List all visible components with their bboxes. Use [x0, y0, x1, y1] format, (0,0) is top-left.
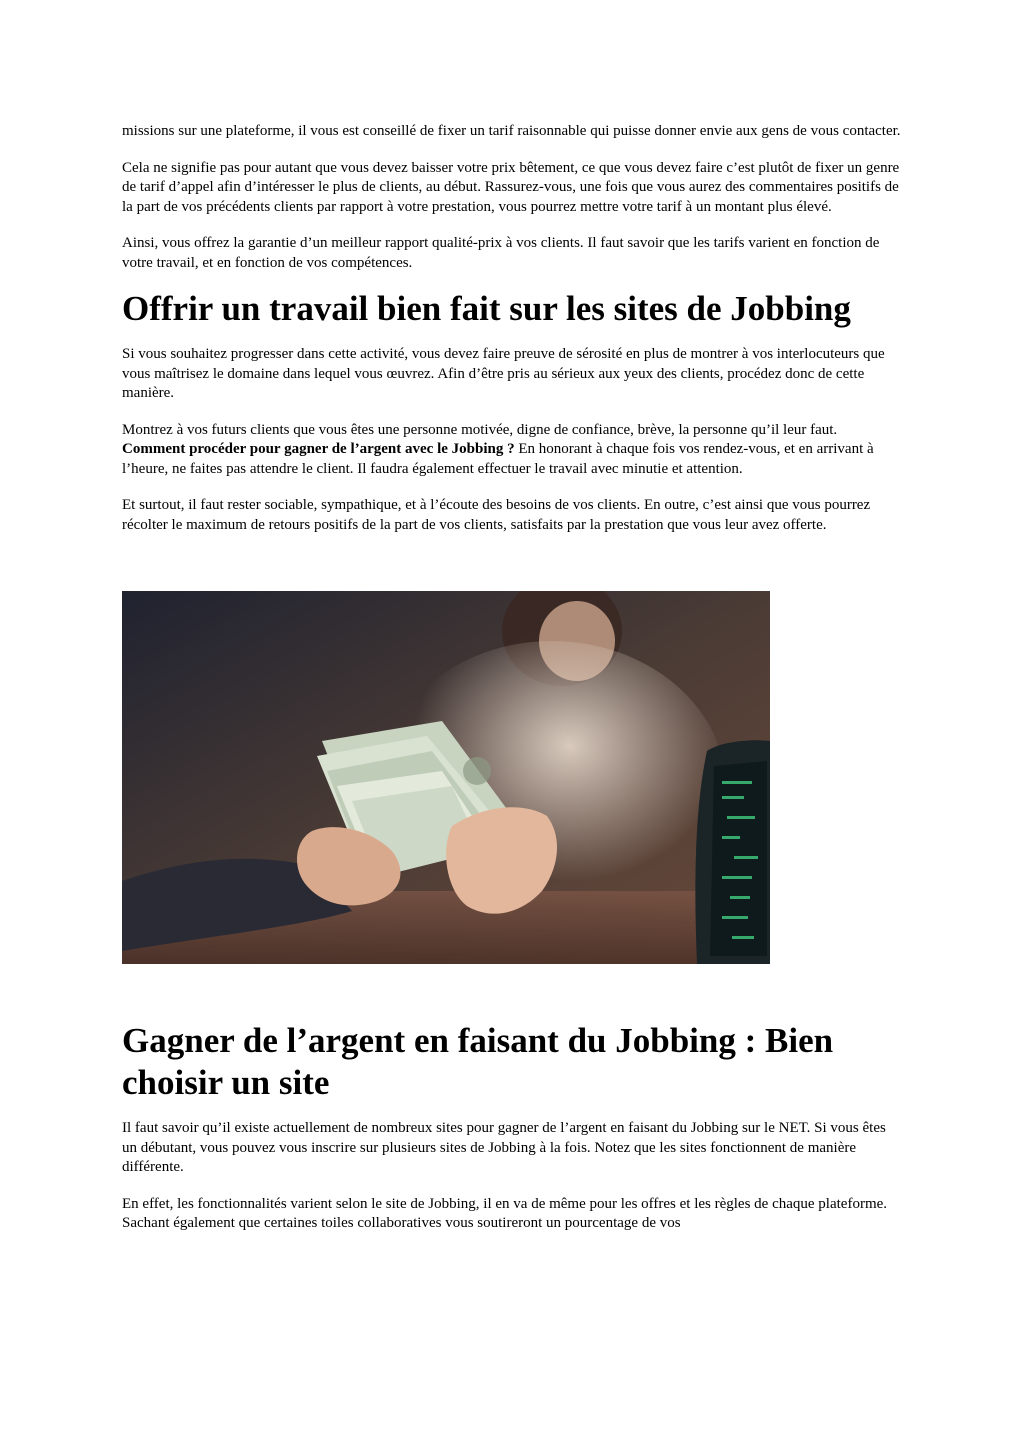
paragraph-section2-1: Il faut savoir qu’il existe actuellement de nombreux sites pour gagner de l’argent en faisant du Jobbing sur le NET. Si vous êtes un débutant, vous pouvez vous inscrire sur plusieurs sites de Jobbing à la fois. Notez que les sites fonctionnent de manière différente. [122, 1120, 886, 1175]
paragraph-section1-1: Si vous souhaitez progresser dans cette activité, vous devez faire preuve de sérosité en plus de montrer à vos interlocuteurs que vous maîtrisez le domaine dans lequel vous œuvrez. Afin d’être pris au sérieux aux yeux des clients, procédez donc de cette manière. [122, 346, 885, 401]
paragraph-section1-2-end: En honorant à chaque fois vos rendez-vous, et en arrivant à l’heure, ne faites pas attendre le client. Il faudra également effectuer le travail avec minutie et attention. [122, 441, 874, 477]
paragraph-section2-2: En effet, les fonctionnalités varient selon le site de Jobbing, il en va de même pour les offres et les règles de chaque plateforme. Sachant également que certaines toiles collaboratives vous soutireront un pourcentage de vos [122, 1195, 888, 1231]
paragraph-section1-2 [122, 421, 902, 480]
paragraph-intro-3: Ainsi, vous offrez la garantie d’un meilleur rapport qualité-prix à vos clients. Il faut savoir que les tarifs varient en fonction de votre travail, et en fonction de vos compétences. [122, 235, 880, 271]
money-handover-photo [122, 591, 770, 964]
paragraph-intro-2: Cela ne signifie pas pour autant que vous devez baisser votre prix bêtement, ce que vous devez faire c’est plutôt de fixer un genre de tarif d’appel afin d’intéresser le plus de clients, au début. Rassurez-vous, une fois que vous aurez des commentaires positifs de la part de vos précédents clients par rapport à votre prestation, vous pourrez mettre votre tarif à un montant plus élevé. [122, 159, 900, 215]
heading-bien-choisir-site: Gagner de l’argent en faisant du Jobbing : Bien choisir un site [122, 1021, 834, 1102]
paragraph-section1-3: Et surtout, il faut rester sociable, sympathique, et à l’écoute des besoins de vos clients. En outre, c’est ainsi que vous pourrez récolter le maximum de retours positifs de la part de vos clients, satisfaits par la prestation que vous leur avez offerte. [122, 497, 871, 533]
heading-offrir-travail: Offrir un travail bien fait sur les sites de Jobbing [122, 289, 851, 328]
bold-question: Comment procéder pour gagner de l’argent avec le Jobbing ? [122, 441, 515, 457]
paragraph-intro-1: missions sur une plateforme, il vous est conseillé de fixer un tarif raisonnable qui puisse donner envie aux gens de vous contacter. [122, 123, 901, 139]
document-page [122, 122, 902, 1234]
paragraph-section1-2-start: Montrez à vos futurs clients que vous êtes une personne motivée, digne de confiance, brève, la personne qu’il leur faut. [122, 421, 838, 438]
